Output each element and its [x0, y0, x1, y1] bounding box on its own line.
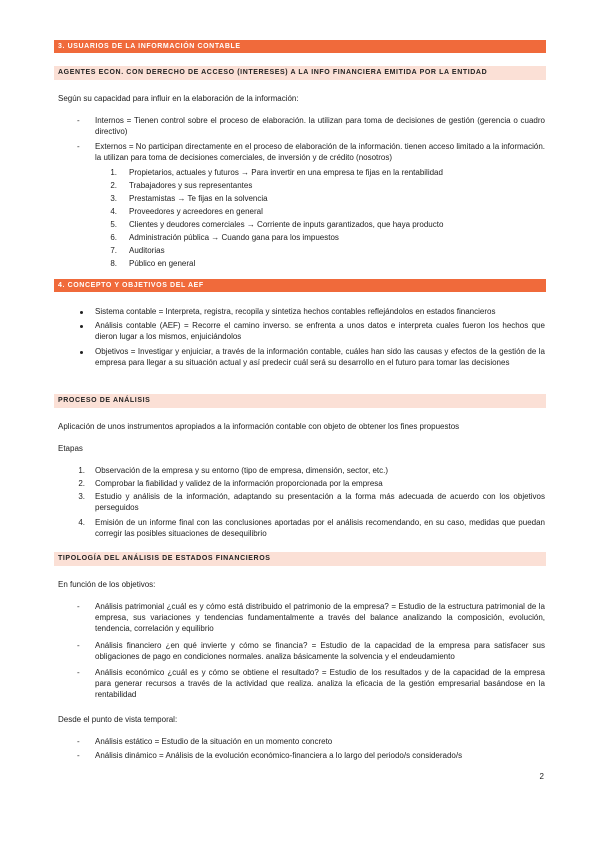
- etapas-label: Etapas: [58, 444, 83, 453]
- dash-marker: -: [77, 602, 80, 611]
- list-number: 4.: [78, 518, 85, 527]
- list-number: 4.: [110, 207, 117, 216]
- tipologia-item: Análisis económico ¿cuál es y cómo se obtiene el resultado? = Estudio de los resultados y de la capacidad de la empresa para generar recursos a través de la actividad que realiza. analiza la eficacia de la gestión empresarial basándose en la rentabilidad: [95, 668, 545, 699]
- etapa-item: Observación de la empresa y su entorno (tipo de empresa, dimensión, sector, etc.): [95, 466, 389, 475]
- s3-externos: Externos = No participan directamente en el proceso de elaboración de la información. tienen acceso limitado a la información. la utilizan para toma de decisiones comerciales, de inversión y de crédito (nosotros): [95, 142, 545, 162]
- temporal-item: Análisis dinámico = Análisis de la evolución económico-financiera a lo largo del periodo/s considerado/s: [95, 751, 463, 760]
- bullet-dot: [80, 325, 83, 328]
- dash-marker: -: [77, 751, 80, 760]
- list-item: Clientes y deudores comerciales → Corriente de inputs garantizados, que haya producto: [129, 220, 444, 229]
- dash-marker: -: [77, 737, 80, 746]
- temporal-intro: Desde el punto de vista temporal:: [58, 715, 178, 724]
- list-number: 2.: [78, 479, 85, 488]
- bullet-dot: [80, 311, 83, 314]
- list-item: Público en general: [129, 259, 196, 268]
- dash-marker: -: [77, 641, 80, 650]
- etapa-item: Emisión de un informe final con las conclusiones aportadas por el análisis recomendando, en su caso, medidas que puedan corregir las posibles situaciones de desequilibrio: [95, 518, 545, 538]
- proceso-header: PROCESO DE ANÁLISIS: [54, 394, 546, 408]
- list-item: Administración pública → Cuando gana para los impuestos: [129, 233, 339, 242]
- proceso-intro: Aplicación de unos instrumentos apropiados a la información contable con objeto de obtener los fines propuestos: [58, 422, 460, 431]
- bullet-dot: [80, 351, 83, 354]
- temporal-item: Análisis estático = Estudio de la situación en un momento concreto: [95, 737, 333, 746]
- s4-bullet: Sistema contable = Interpreta, registra, recopila y sintetiza hechos contables reflejándolos en estados financieros: [95, 307, 496, 316]
- list-number: 6.: [110, 233, 117, 242]
- list-item: Trabajadores y sus representantes: [129, 181, 253, 190]
- list-number: 1.: [110, 168, 117, 177]
- section-3-header: 3. USUARIOS DE LA INFORMACIÓN CONTABLE: [54, 40, 546, 53]
- s3-intro: Según su capacidad para influir en la elaboración de la información:: [58, 94, 299, 103]
- list-number: 5.: [110, 220, 117, 229]
- list-number: 1.: [78, 466, 85, 475]
- list-item: Proveedores y acreedores en general: [129, 207, 263, 216]
- page-number: 2: [539, 772, 544, 781]
- tipologia-item: Análisis financiero ¿en qué invierte y cómo se financia? = Estudio de la capacidad de la empresa para satisfacer sus obligaciones de pago en condiciones normales. analiza básicamente la solvencia y el endeudamiento: [95, 641, 545, 661]
- section-3-subheader: AGENTES ECON. CON DERECHO DE ACCESO (INTERESES) A LA INFO FINANCIERA EMITIDA POR LA ENTIDAD: [54, 66, 546, 80]
- dash-marker: -: [77, 142, 80, 151]
- list-item: Auditorias: [129, 246, 165, 255]
- tipologia-item: Análisis patrimonial ¿cuál es y cómo está distribuido el patrimonio de la empresa? = Estudio de la estructura patrimonial de la empresa, sus variaciones y tendencias fundamentalmente a través del balance analizando la composición, evolución, tendencia, correlación y equilibrio: [95, 602, 545, 633]
- s3-internos: Internos = Tienen control sobre el proceso de elaboración. la utilizan para toma de decisiones de gestión (gerencia o cuadro directivo): [95, 116, 545, 136]
- list-item: Prestamistas → Te fijas en la solvencia: [129, 194, 268, 203]
- list-number: 2.: [110, 181, 117, 190]
- section-4-header: 4. CONCEPTO Y OBJETIVOS DEL AEF: [54, 279, 546, 292]
- list-item: Propietarios, actuales y futuros → Para invertir en una empresa te fijas en la rentabilidad: [129, 168, 443, 177]
- tipologia-intro: En función de los objetivos:: [58, 580, 156, 589]
- tipologia-header: TIPOLOGÍA DEL ANÁLISIS DE ESTADOS FINANCIEROS: [54, 552, 546, 566]
- etapa-item: Comprobar la fiabilidad y validez de la información proporcionada por la empresa: [95, 479, 383, 488]
- etapa-item: Estudio y análisis de la información, adaptando su presentación a la forma más adecuada de acuerdo con los objetivos perseguidos: [95, 492, 545, 512]
- s4-bullet: Objetivos = Investigar y enjuiciar, a través de la información contable, cuáles han sido las causas y efectos de la gestión de la empresa para llegar a su situación actual y así predecir cuál será su desarrollo en el futuro para tomar las decisiones: [95, 347, 545, 367]
- dash-marker: -: [77, 116, 80, 125]
- list-number: 3.: [78, 492, 85, 501]
- s4-bullet: Análisis contable (AEF) = Recorre el camino inverso. se enfrenta a unos datos e interpreta cuales fueron los hechos que dieron lugar a los mismos, enjuiciándolos: [95, 321, 545, 341]
- dash-marker: -: [77, 668, 80, 677]
- list-number: 8.: [110, 259, 117, 268]
- list-number: 3.: [110, 194, 117, 203]
- list-number: 7.: [110, 246, 117, 255]
